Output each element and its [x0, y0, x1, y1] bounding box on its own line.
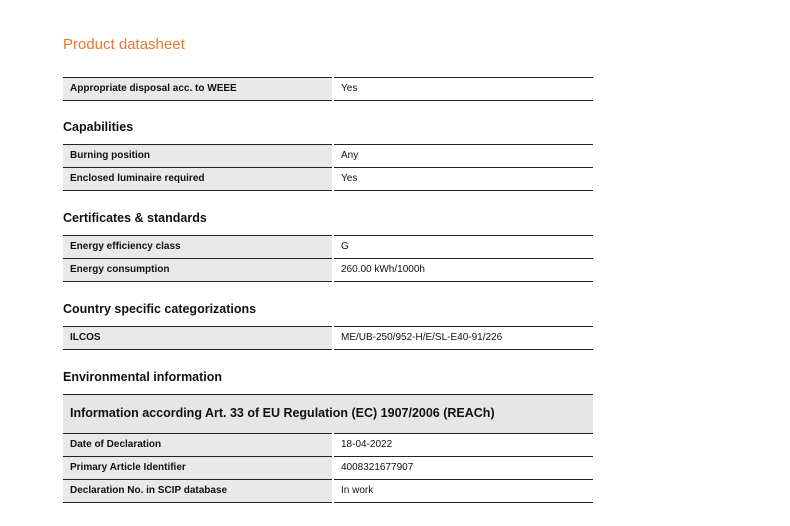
row-label: Burning position	[63, 145, 333, 168]
row-value: 18-04-2022	[333, 434, 593, 457]
row-label: ILCOS	[63, 327, 333, 350]
row-value: Yes	[333, 168, 593, 191]
row-label: Date of Declaration	[63, 434, 333, 457]
table-row	[63, 259, 593, 282]
section-heading-country: Country specific categorizations	[63, 302, 257, 316]
row-label: Declaration No. in SCIP database	[63, 480, 333, 503]
row-label: Energy consumption	[63, 259, 333, 282]
table-row	[63, 457, 593, 480]
reach-table	[63, 433, 593, 503]
certificates-table	[63, 235, 593, 282]
row-label: Enclosed luminaire required	[63, 168, 333, 191]
table-row	[63, 78, 593, 101]
table-row	[63, 236, 593, 259]
table-row	[63, 327, 593, 350]
section-heading-environmental: Environmental information	[63, 370, 223, 384]
table-row	[63, 145, 593, 168]
section-heading-capabilities: Capabilities	[63, 120, 134, 134]
row-value: In work	[333, 480, 593, 503]
table-row	[63, 480, 593, 503]
row-label: Appropriate disposal acc. to WEEE	[63, 78, 333, 101]
table-row	[63, 168, 593, 191]
row-value: Any	[333, 145, 593, 168]
reach-header-box	[63, 394, 593, 433]
section-heading-certificates: Certificates & standards	[63, 211, 207, 225]
row-value: Yes	[333, 78, 593, 101]
country-table	[63, 326, 593, 350]
page-title: Product datasheet	[63, 36, 185, 53]
row-value: G	[333, 236, 593, 259]
weee-table	[63, 77, 593, 101]
row-label: Primary Article Identifier	[63, 457, 333, 480]
row-value: 260.00 kWh/1000h	[333, 259, 593, 282]
row-value: 4008321677907	[333, 457, 593, 480]
row-value: ME/UB-250/952-H/E/SL-E40-91/226	[333, 327, 593, 350]
row-label: Energy efficiency class	[63, 236, 333, 259]
reach-title: Information according Art. 33 of EU Regulation (EC) 1907/2006 (REACh)	[70, 406, 495, 420]
capabilities-table	[63, 144, 593, 191]
table-row	[63, 434, 593, 457]
